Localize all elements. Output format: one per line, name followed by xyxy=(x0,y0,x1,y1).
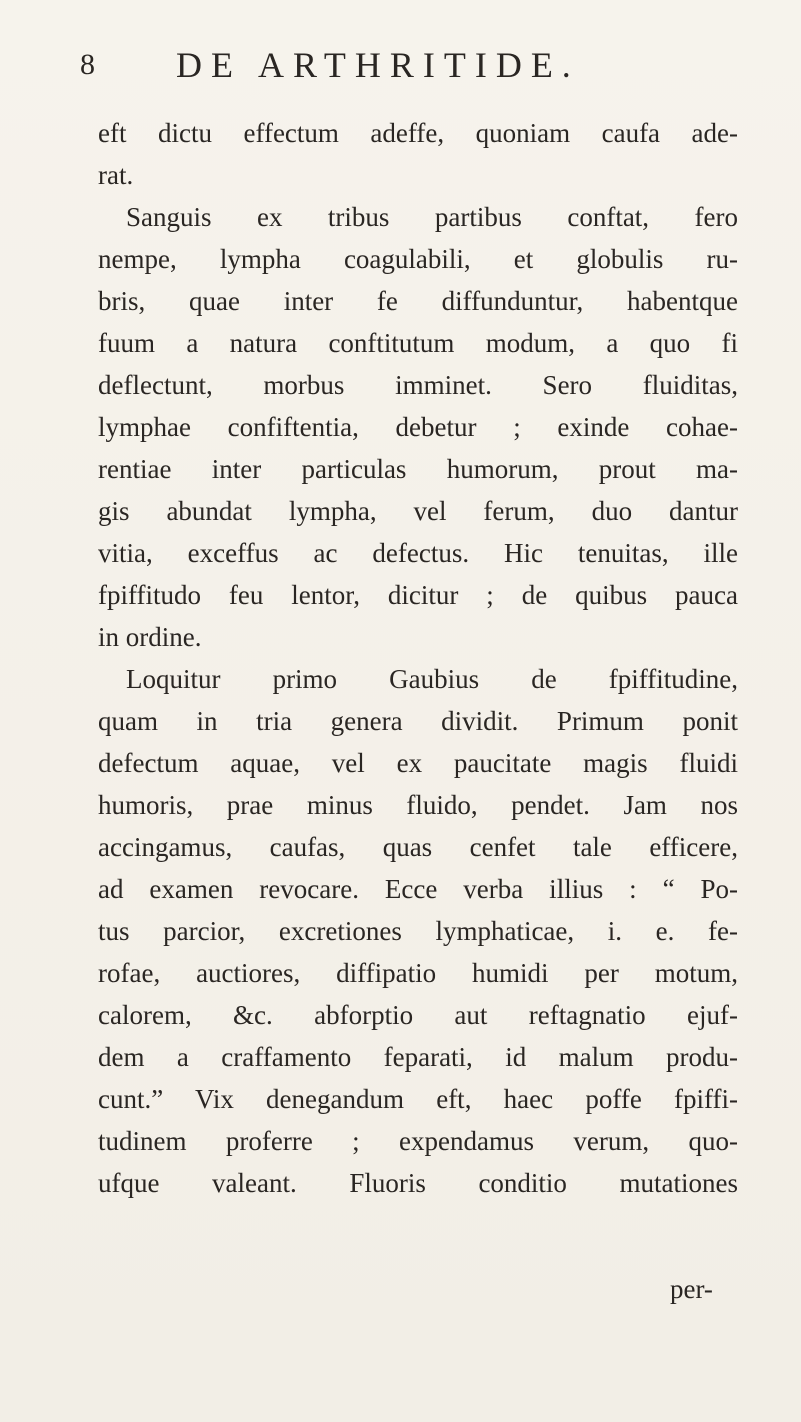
body-text xyxy=(98,112,738,1204)
text-line: gis abundat lympha, vel ferum, duo dantur xyxy=(98,496,738,526)
text-line: deflectunt, morbus imminet. Sero fluiditas, xyxy=(98,370,738,400)
page-number: 8 xyxy=(80,48,96,81)
text-line: in ordine. xyxy=(98,622,202,652)
text-line: lymphae confiftentia, debetur ; exinde cohae- xyxy=(98,412,738,442)
text-line: fpiffitudo feu lentor, dicitur ; de quibus pauca xyxy=(98,580,738,610)
text-line: calorem, &c. abforptio aut reftagnatio ejuf- xyxy=(98,1000,738,1030)
text-line: humoris, prae minus fluido, pendet. Jam nos xyxy=(98,790,738,820)
text-line: bris, quae inter fe diffunduntur, habentque xyxy=(98,286,738,316)
text-line: quam in tria genera dividit. Primum ponit xyxy=(98,706,738,736)
text-line: eft dictu effectum adeffe, quoniam caufa ade- xyxy=(98,118,738,148)
text-line: rofae, auctiores, diffipatio humidi per motum, xyxy=(98,958,738,988)
text-line: cunt.” Vix denegandum eft, haec poffe fpiffi- xyxy=(98,1084,738,1114)
text-line: dem a craffamento feparati, id malum produ- xyxy=(98,1042,738,1072)
text-line: nempe, lympha coagulabili, et globulis ru- xyxy=(98,244,738,274)
text-line: ad examen revocare. Ecce verba illius : “ Po- xyxy=(98,874,738,904)
text-line: fuum a natura conftitutum modum, a quo fi xyxy=(98,328,738,358)
text-line: tus parcior, excretiones lymphaticae, i. e. fe- xyxy=(98,916,738,946)
text-line: ufque valeant. Fluoris conditio mutationes xyxy=(98,1168,738,1198)
text-line: tudinem proferre ; expendamus verum, quo- xyxy=(98,1126,738,1156)
running-head: DE ARTHRITIDE. xyxy=(176,45,580,85)
text-line: rentiae inter particulas humorum, prout ma- xyxy=(98,454,738,484)
text-line: vitia, exceffus ac defectus. Hic tenuitas, ille xyxy=(98,538,738,568)
text-line: Loquitur primo Gaubius de fpiffitudine, xyxy=(126,664,738,694)
page-header xyxy=(80,45,740,95)
text-line: rat. xyxy=(98,160,134,190)
text-line: accingamus, caufas, quas cenfet tale efficere, xyxy=(98,832,738,862)
text-line: defectum aquae, vel ex paucitate magis fluidi xyxy=(98,748,738,778)
catchword: per- xyxy=(670,1274,713,1304)
text-line: Sanguis ex tribus partibus conftat, fero xyxy=(126,202,738,232)
